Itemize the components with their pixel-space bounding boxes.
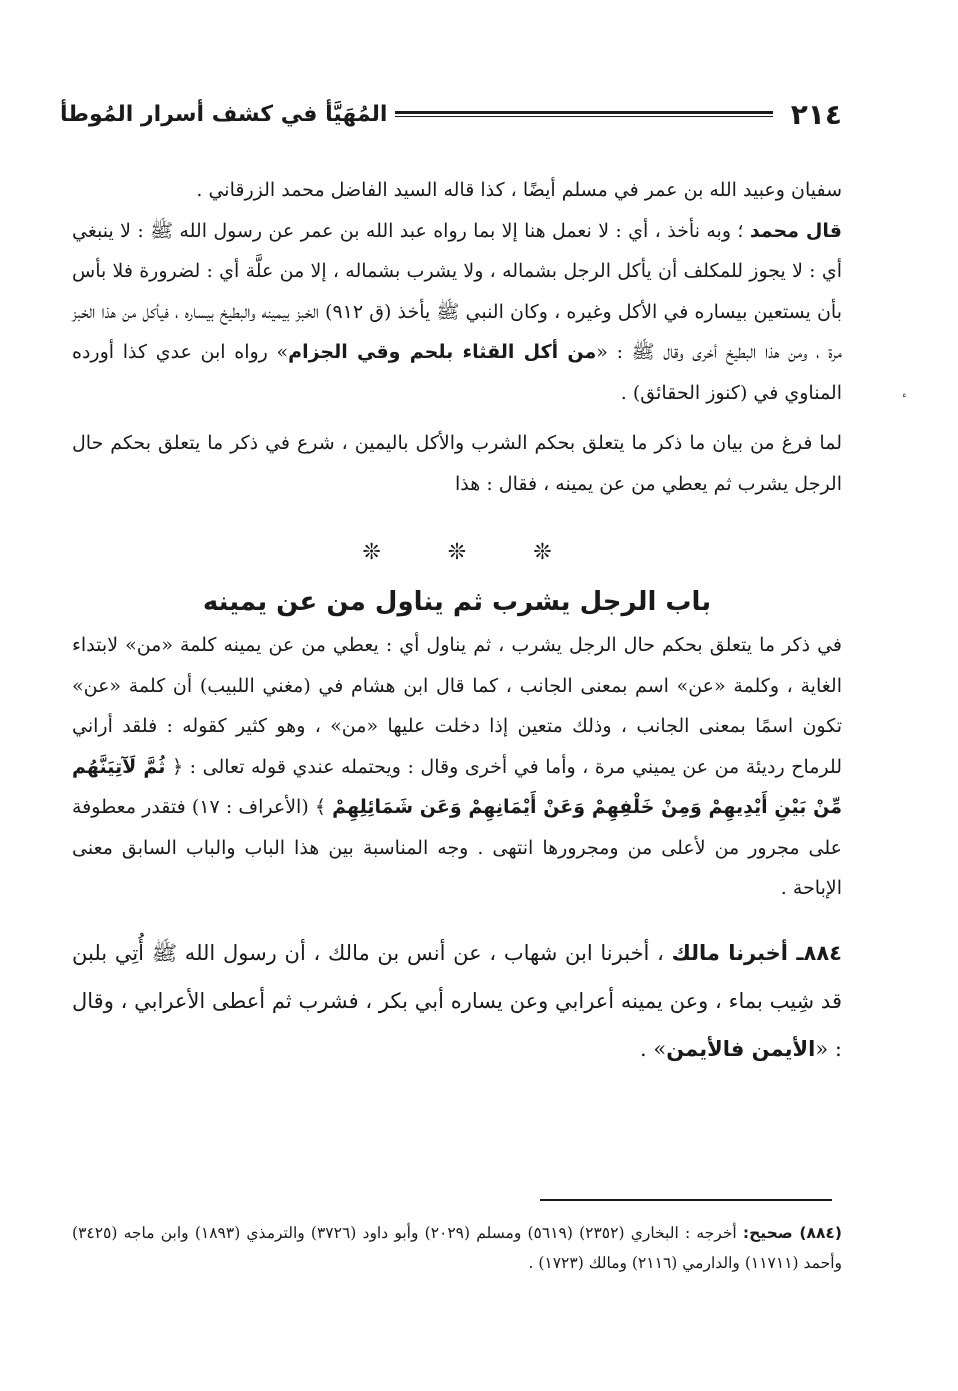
page-number: ٢١٤	[790, 97, 842, 131]
quran-verse: ثُمَّ لَآتِيَنَّهُم مِّنْ بَيْنِ أَيْدِيهِمْ وَمِنْ خَلْفِهِمْ وَعَنْ أَيْمَانِهِمْ وَعَن شَمَائِلِهِمْ	[72, 755, 842, 818]
footnote	[72, 1218, 842, 1278]
footnote-lead: (٨٨٤) صحيح:	[742, 1224, 842, 1242]
hadith-lead: ٨٨٤ـ أخبرنا مالك	[671, 940, 842, 965]
header-rule	[395, 111, 772, 118]
hadith-text: ، أخبرنا ابن شهاب ، عن أنس بن مالك ، أن رسول الله ﷺ أُتِي بلبن قد شِيب بماء ، وعن يمينه أعرابي وعن يساره أبي بكر ، فشرب ثم أعطى الأعرابي ، وقال : «	[72, 940, 842, 1061]
separator-star-icon: ❊	[533, 540, 552, 565]
separator-star-icon: ❊	[447, 540, 467, 565]
hadith-quote: الأيمن فالأيمن	[666, 1036, 816, 1061]
section-separator	[72, 540, 842, 565]
paragraph-1: سفيان وعبيد الله بن عمر في مسلم أيضًا ، كذا قاله السيد الفاضل محمد الزرقاني .	[196, 179, 842, 201]
chapter-title: باب الرجل يشرب ثم يناول من عن يمينه	[202, 587, 712, 617]
paragraph-2-text: ؛ وبه نأخذ ، أي : لا نعمل هنا إلا بما رواه عبد الله بن عمر عن رسول الله ﷺ : لا ينبغي أي : لا يجوز للمكلف أن يأكل الرجل بشماله ، ولا يشرب بشماله ، إلا من علَّة أي : لضرورة فلا بأس بأن يستعين بيساره في الأكل وغيره ، وكان النبي ﷺ يأخذ (ق ٩١٢) الخبز بيمينه والبطيخ بيساره ، فيأكل من هذا الخبز مرة ، ومن هذا البطيخ أخرى وقال ﷺ : «	[72, 219, 842, 363]
hadith-end: » .	[640, 1036, 667, 1061]
paragraph-2	[72, 211, 842, 414]
paragraph-4	[72, 625, 842, 909]
paragraph-2-end: » رواه ابن عدي كذا أورده المناوي في (كنوز الحقائق) .	[72, 341, 842, 404]
paragraph-4-text: في ذكر ما يتعلق بحكم حال الرجل يشرب ، ثم يناول أي : يعطي من عن يمينه كلمة «من» لابتداء الغاية ، وكلمة «عن» اسم بمعنى الجانب ، كما قال ابن هشام في (مغني اللبيب) أن كلمة «عن» تكون اسمًا بمعنى الجانب ، وذلك متعين إذا دخلت عليها «من» ، وهو كثير كقوله : فلقد أراني للرماح رديئة من عن يميني مرة ، وأما في أخرى وقال : ويحتمله عندي قوله تعالى : ﴿	[72, 634, 842, 778]
paragraph-4-end: ﴾ (الأعراف : ١٧) فتقدر معطوفة على مجرور من لأعلى من ومجرورها انتهى . وجه المناسبة بين هذا الباب والباب السابق معنى الإباحة .	[72, 796, 842, 899]
footnote-rule	[540, 1199, 832, 1201]
hadith-884	[72, 929, 842, 1073]
paragraph-3: لما فرغ من بيان ما ذكر ما يتعلق بحكم الشرب والأكل باليمين ، شرع في ذكر ما يتعلق بحكم حال الرجل يشرب ثم يعطي من عن يمينه ، فقال : هذا	[72, 432, 842, 495]
page-body	[72, 170, 842, 1073]
separator-star-icon: ❊	[362, 540, 381, 565]
paragraph-2-quote: من أكل القثاء بلحم وقي الجزام	[288, 341, 597, 363]
footnote-text: أخرجه : البخاري (٢٣٥٢) (٥٦١٩) ومسلم (٢٠٢٩) وأبو داود (٣٧٢٦) والترمذي (١٨٩٣) وابن ماجه (٣٤٢٥) وأحمد (١١٧١١) والدارمي (٢١١٦) ومالك (١٧٢٣) .	[72, 1224, 842, 1272]
page-header	[60, 92, 842, 136]
paragraph-2-lead: قال محمد	[749, 219, 842, 242]
book-title: المُهَيَّأ في كشف أسرار المُوطأ	[60, 101, 388, 127]
